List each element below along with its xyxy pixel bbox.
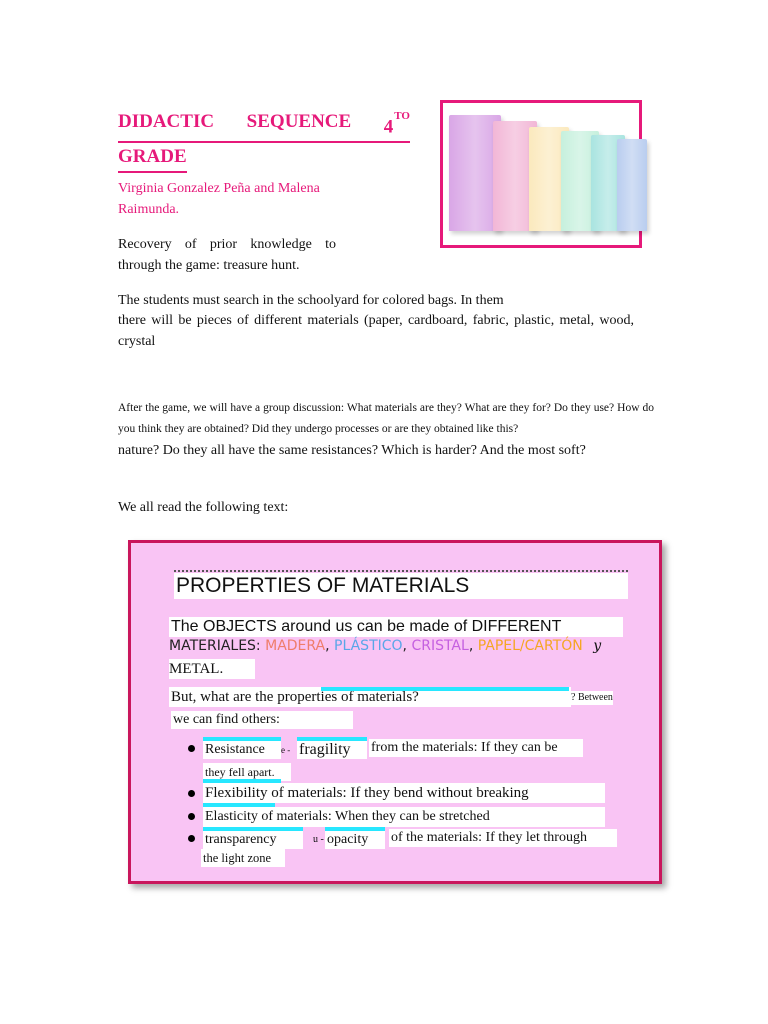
colored-bags-photo	[440, 100, 642, 248]
card-between: ? Between	[571, 692, 613, 703]
paragraph-4: nature? Do they all have the same resistances? Which is harder? And the most soft?	[118, 443, 586, 458]
material-4: PAPEL/CARTÓN	[473, 638, 583, 654]
material-separator: ,	[325, 638, 330, 654]
question-highlight	[321, 687, 569, 691]
card-others: we can find others:	[171, 711, 353, 729]
material-separator: ,	[402, 638, 407, 654]
material-3: CRISTAL	[407, 638, 469, 654]
card-materials-line	[169, 637, 601, 655]
paragraph-3: After the game, we will have a group discussion: What materials are they? What are they for? Do they use? How do you think they are obtained? Did they undergo processes or are they obtained like this?	[118, 402, 654, 435]
bullet-1	[188, 745, 195, 752]
materials-list	[265, 638, 583, 654]
card-question: But, what are the properties of materials?	[171, 689, 419, 705]
recovery-line1: Recovery of prior knowledge to	[118, 237, 336, 252]
material-1: MADERA	[265, 638, 326, 654]
properties-card	[128, 540, 662, 884]
bag-6	[617, 139, 647, 231]
b2-text: Flexibility of materials: If they bend without breaking	[203, 783, 605, 803]
materials-label: MATERIALES:	[169, 638, 261, 654]
card-title: PROPERTIES OF MATERIALS	[174, 573, 628, 599]
recovery-line2: through the game: treasure hunt.	[118, 258, 300, 273]
b4-cont: the light zone	[201, 849, 285, 867]
y-glyph: y	[593, 638, 602, 654]
material-separator: ,	[468, 638, 474, 654]
paragraph-2: there will be pieces of different materials (paper, cardboard, fabric, plastic, metal, wood, crystal	[118, 313, 634, 349]
b1-word1: Resistance	[203, 737, 281, 759]
title-line2: GRADE	[118, 143, 187, 173]
title-word-sequence: SEQUENCE	[246, 111, 352, 132]
b4-word2: opacity	[325, 827, 385, 849]
material-2: PLÁSTICO	[329, 638, 403, 654]
title-word-didactic: DIDACTIC	[118, 111, 215, 132]
bullet-4	[188, 835, 195, 842]
b1-cont: they fell apart.	[203, 763, 291, 781]
b1-word2: fragility	[297, 737, 367, 759]
b4-rest: of the materials: If they let through	[389, 829, 617, 847]
card-metal: METAL.	[169, 659, 255, 679]
authors: Virginia Gonzalez Peña and Malena Raimunda.	[118, 181, 320, 217]
b1-rest: from the materials: If they can be	[369, 739, 583, 757]
paragraph-1: The students must search in the schoolyard for colored bags. In them	[118, 293, 504, 308]
paragraph-5: We all read the following text:	[118, 500, 289, 515]
b3-text: Elasticity of materials: When they can be stretched	[203, 807, 605, 827]
b4-word1: transparency	[203, 827, 303, 849]
b1-sep: e -	[281, 745, 291, 755]
document-title	[118, 108, 430, 173]
bullet-3	[188, 813, 195, 820]
bullet-2	[188, 790, 195, 797]
title-superscript: TO	[394, 110, 410, 122]
card-line-objects: The OBJECTS around us can be made of DIFFERENT	[169, 617, 623, 637]
title-word-grade-number: $4^{TO}$	[383, 110, 410, 138]
b4-sep: u -	[313, 834, 324, 845]
